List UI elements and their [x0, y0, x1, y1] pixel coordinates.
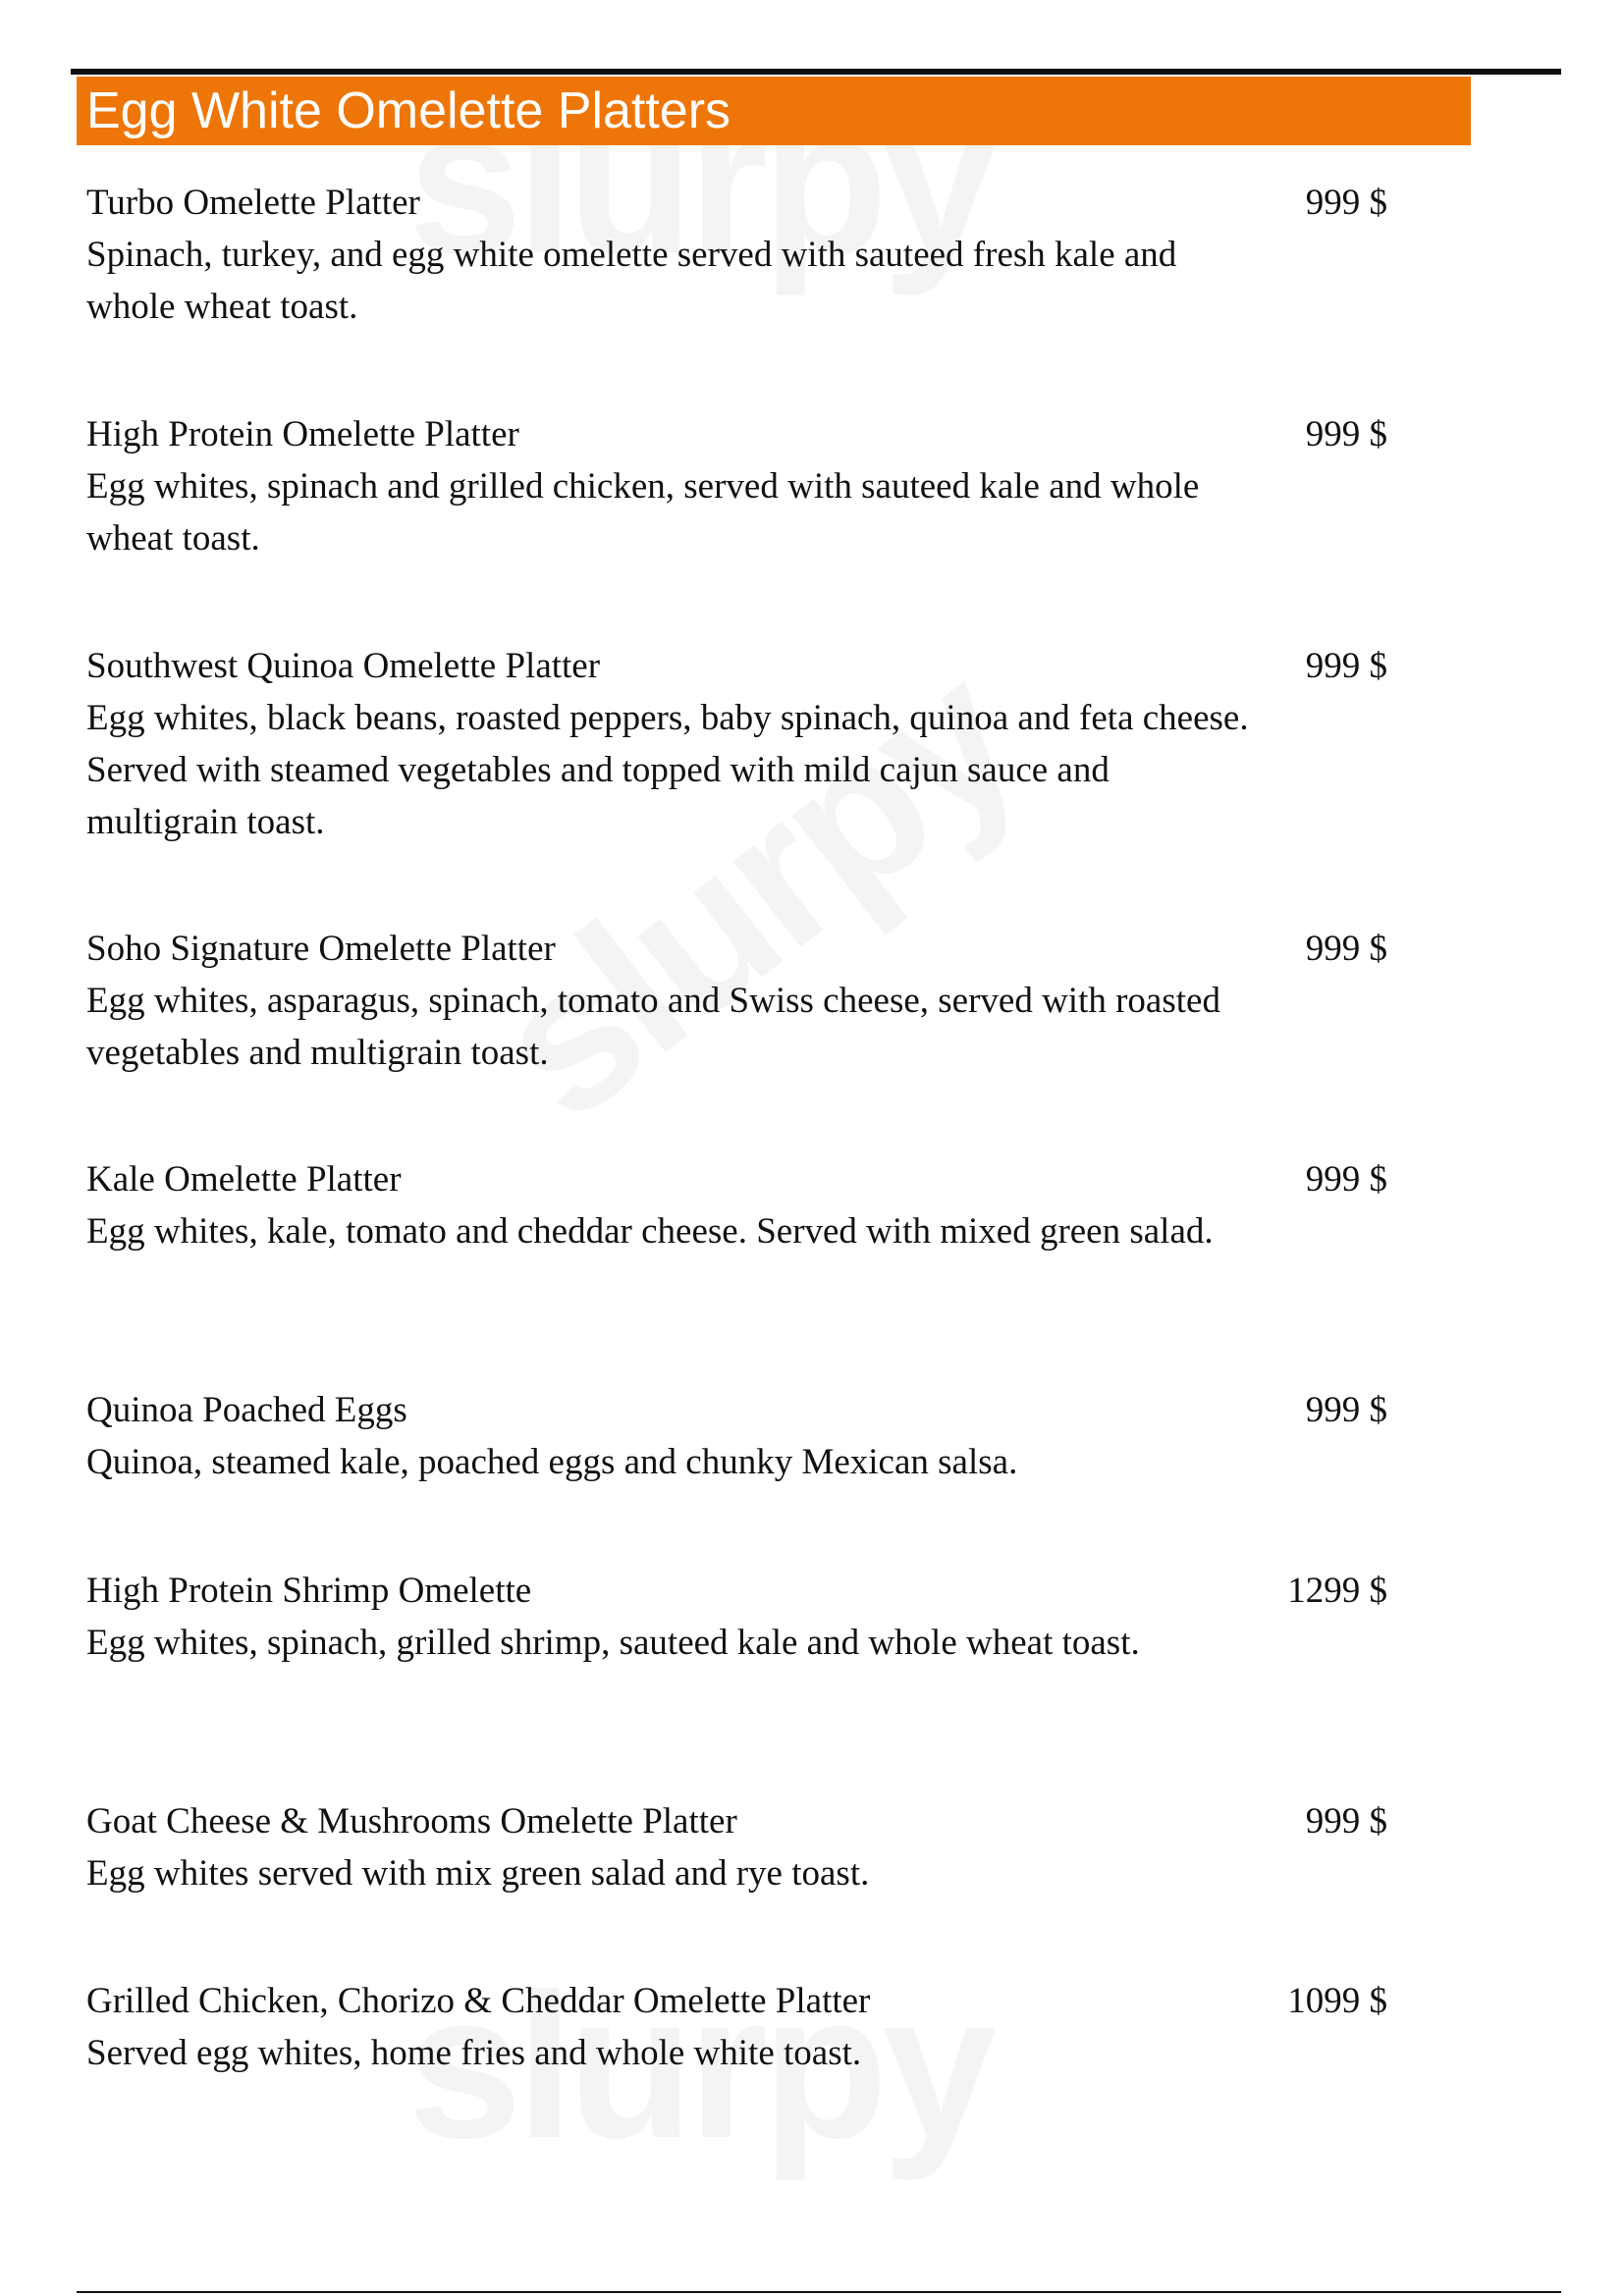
menu-item [86, 1565, 1387, 1669]
item-price: 999 $ [1305, 646, 1387, 686]
menu-item [86, 177, 1387, 333]
item-name: High Protein Shrimp Omelette [86, 1571, 532, 1611]
item-description: Served egg whites, home fries and whole white toast. [86, 2033, 862, 2073]
item-name: Soho Signature Omelette Platter [86, 929, 556, 969]
item-description: Egg whites, kale, tomato and cheddar cheese. Served with mixed green salad. [86, 1211, 1214, 1252]
item-name: Grilled Chicken, Chorizo & Cheddar Omelette Platter [86, 1981, 871, 2021]
menu-item [86, 640, 1387, 848]
item-description: Quinoa, steamed kale, poached eggs and chunky Mexican salsa. [86, 1442, 1018, 1482]
section-title: Egg White Omelette Platters [86, 82, 731, 139]
menu-item [86, 408, 1387, 564]
item-price: 999 $ [1305, 183, 1387, 223]
item-price: 1099 $ [1287, 1981, 1387, 2021]
menu-item [86, 923, 1387, 1079]
menu-item [86, 1384, 1387, 1488]
item-description: Egg whites, black beans, roasted peppers, baby spinach, quinoa and feta cheese. Served with steamed vegetables and topped with mild cajun sauce and multigrain toast. [86, 698, 1249, 842]
menu-item [86, 1975, 1387, 2079]
item-description: Egg whites, asparagus, spinach, tomato and Swiss cheese, served with roasted vegetables and multigrain toast. [86, 981, 1220, 1073]
item-price: 1299 $ [1287, 1571, 1387, 1611]
item-description: Spinach, turkey, and egg white omelette served with sauteed fresh kale and whole wheat toast. [86, 235, 1177, 327]
item-name: Quinoa Poached Eggs [86, 1390, 407, 1430]
item-description: Egg whites, spinach and grilled chicken, served with sauteed kale and whole wheat toast. [86, 466, 1200, 559]
item-price: 999 $ [1305, 929, 1387, 969]
item-price: 999 $ [1305, 1159, 1387, 1200]
item-description: Egg whites served with mix green salad and rye toast. [86, 1853, 870, 1894]
bottom-divider [77, 2291, 1561, 2293]
item-name: Goat Cheese & Mushrooms Omelette Platter [86, 1801, 737, 1842]
item-name: Kale Omelette Platter [86, 1159, 402, 1200]
item-name: Southwest Quinoa Omelette Platter [86, 646, 601, 686]
item-name: High Protein Omelette Platter [86, 414, 519, 454]
item-description: Egg whites, spinach, grilled shrimp, sauteed kale and whole wheat toast. [86, 1623, 1140, 1663]
menu-item [86, 1795, 1387, 1899]
item-price: 999 $ [1305, 414, 1387, 454]
menu-item [86, 1153, 1387, 1257]
item-price: 999 $ [1305, 1390, 1387, 1430]
item-price: 999 $ [1305, 1801, 1387, 1842]
item-name: Turbo Omelette Platter [86, 183, 420, 223]
